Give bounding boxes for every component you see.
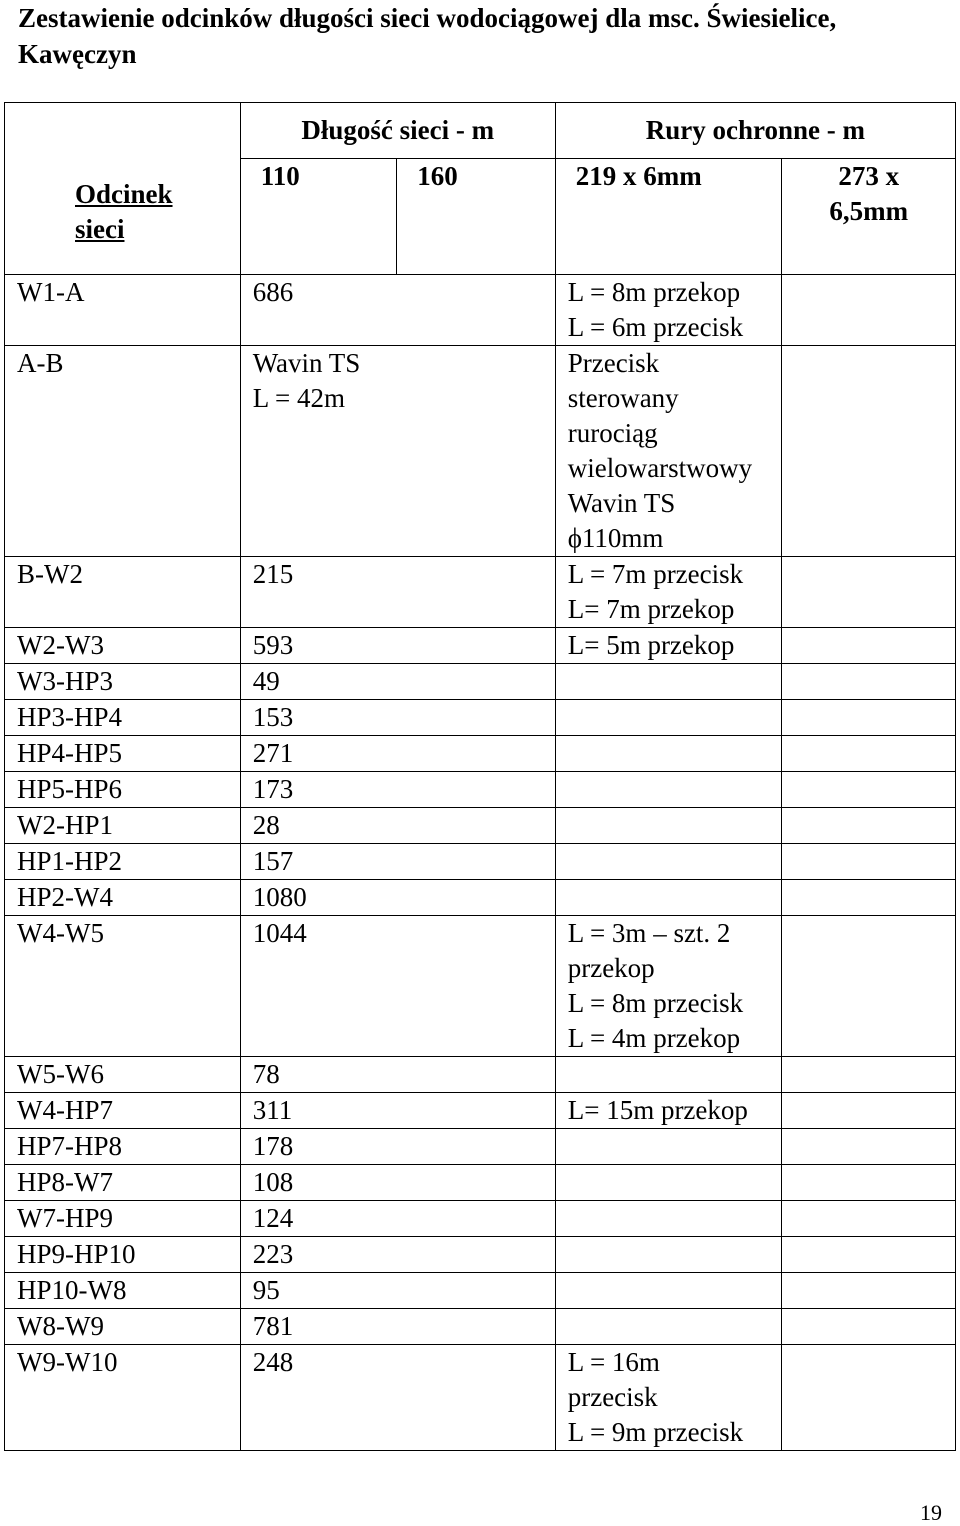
cell-odcinek: W4-W5	[5, 916, 241, 1057]
cell-dlugosc: 248	[240, 1345, 555, 1451]
cell-rury-273	[782, 844, 956, 880]
cell-odcinek: W9-W10	[5, 1345, 241, 1451]
cell-dlugosc: 153	[240, 700, 555, 736]
cell-rury-273	[782, 1309, 956, 1345]
table-row	[5, 1345, 956, 1451]
cell-rury-273	[782, 346, 956, 557]
cell-dlugosc: 49	[240, 664, 555, 700]
header-160: 160	[397, 159, 556, 275]
cell-rury-219: L = 7m przecisk L= 7m przekop	[555, 557, 782, 628]
cell-rury-273	[782, 557, 956, 628]
cell-rury-219: L = 8m przekop L = 6m przecisk	[555, 275, 782, 346]
cell-odcinek: HP8-W7	[5, 1165, 241, 1201]
cell-rury-219	[555, 772, 782, 808]
table-row	[5, 1237, 956, 1273]
cell-odcinek: HP1-HP2	[5, 844, 241, 880]
cell-dlugosc: 311	[240, 1093, 555, 1129]
table-row	[5, 772, 956, 808]
cell-odcinek: HP10-W8	[5, 1273, 241, 1309]
cell-dlugosc: 28	[240, 808, 555, 844]
cell-rury-219	[555, 736, 782, 772]
table-row	[5, 628, 956, 664]
cell-rury-273	[782, 772, 956, 808]
table-row	[5, 880, 956, 916]
cell-odcinek: W2-W3	[5, 628, 241, 664]
cell-odcinek: W7-HP9	[5, 1201, 241, 1237]
cell-rury-273	[782, 1129, 956, 1165]
table-row	[5, 700, 956, 736]
cell-dlugosc: 124	[240, 1201, 555, 1237]
cell-rury-273	[782, 275, 956, 346]
table-row	[5, 346, 956, 557]
cell-rury-273	[782, 1237, 956, 1273]
cell-rury-219	[555, 664, 782, 700]
cell-dlugosc: 686	[240, 275, 555, 346]
cell-rury-219	[555, 1237, 782, 1273]
cell-rury-273	[782, 736, 956, 772]
cell-rury-273	[782, 1165, 956, 1201]
cell-rury-219	[555, 808, 782, 844]
table-row	[5, 808, 956, 844]
cell-odcinek: HP5-HP6	[5, 772, 241, 808]
cell-rury-273	[782, 628, 956, 664]
cell-dlugosc: 215	[240, 557, 555, 628]
table-row	[5, 1165, 956, 1201]
document-title: Zestawienie odcinków długości sieci wodociągowej dla msc. Świesielice, Kawęczyn	[18, 3, 837, 69]
cell-odcinek: W5-W6	[5, 1057, 241, 1093]
table-row	[5, 1093, 956, 1129]
page-number: 19	[920, 1500, 942, 1525]
cell-odcinek: HP9-HP10	[5, 1237, 241, 1273]
cell-odcinek: B-W2	[5, 557, 241, 628]
cell-rury-273	[782, 1093, 956, 1129]
cell-rury-219	[555, 1129, 782, 1165]
cell-rury-219	[555, 1273, 782, 1309]
cell-rury-219	[555, 1057, 782, 1093]
cell-rury-219	[555, 700, 782, 736]
cell-odcinek: A-B	[5, 346, 241, 557]
header-rury: Rury ochronne - m	[555, 103, 955, 159]
table-row	[5, 1129, 956, 1165]
cell-rury-219: L= 15m przekop	[555, 1093, 782, 1129]
cell-rury-273	[782, 664, 956, 700]
cell-rury-273	[782, 808, 956, 844]
cell-odcinek: W1-A	[5, 275, 241, 346]
table-row	[5, 275, 956, 346]
cell-odcinek: HP4-HP5	[5, 736, 241, 772]
cell-odcinek: W4-HP7	[5, 1093, 241, 1129]
cell-odcinek: W3-HP3	[5, 664, 241, 700]
cell-rury-219: L= 5m przekop	[555, 628, 782, 664]
cell-dlugosc: 1080	[240, 880, 555, 916]
cell-dlugosc: 271	[240, 736, 555, 772]
cell-rury-219	[555, 1309, 782, 1345]
header-row-2	[5, 159, 956, 275]
cell-rury-219: Przecisk sterowany rurociąg wielowarstwowy Wavin TS ϕ110mm	[555, 346, 782, 557]
header-273: 273 x 6,5mm	[782, 159, 956, 275]
table-row	[5, 557, 956, 628]
cell-odcinek: W8-W9	[5, 1309, 241, 1345]
cell-dlugosc: 223	[240, 1237, 555, 1273]
cell-rury-273	[782, 700, 956, 736]
cell-rury-273	[782, 1201, 956, 1237]
cell-rury-219	[555, 880, 782, 916]
cell-dlugosc: 781	[240, 1309, 555, 1345]
cell-dlugosc: Wavin TS L = 42m	[240, 346, 555, 557]
table-row	[5, 844, 956, 880]
cell-dlugosc: 173	[240, 772, 555, 808]
table-row	[5, 1309, 956, 1345]
table-row	[5, 1201, 956, 1237]
cell-rury-273	[782, 1057, 956, 1093]
header-odcinek: Odcinek sieci	[5, 159, 241, 275]
table-row	[5, 1057, 956, 1093]
table-row	[5, 664, 956, 700]
pipe-length-table	[4, 102, 956, 1451]
cell-rury-273	[782, 880, 956, 916]
cell-rury-219: L = 16m przecisk L = 9m przecisk	[555, 1345, 782, 1451]
cell-dlugosc: 78	[240, 1057, 555, 1093]
table-row	[5, 916, 956, 1057]
cell-rury-219	[555, 844, 782, 880]
cell-odcinek: W2-HP1	[5, 808, 241, 844]
header-110: 110	[240, 159, 396, 275]
header-corner	[5, 103, 241, 159]
cell-rury-219: L = 3m – szt. 2 przekop L = 8m przecisk L = 4m przekop	[555, 916, 782, 1057]
cell-dlugosc: 178	[240, 1129, 555, 1165]
table-row	[5, 1273, 956, 1309]
cell-rury-273	[782, 916, 956, 1057]
cell-dlugosc: 95	[240, 1273, 555, 1309]
cell-dlugosc: 1044	[240, 916, 555, 1057]
cell-dlugosc: 593	[240, 628, 555, 664]
table-row	[5, 736, 956, 772]
cell-odcinek: HP3-HP4	[5, 700, 241, 736]
cell-rury-219	[555, 1201, 782, 1237]
cell-dlugosc: 157	[240, 844, 555, 880]
cell-rury-273	[782, 1273, 956, 1309]
header-dlugosc: Długość sieci - m	[240, 103, 555, 159]
header-219: 219 x 6mm	[555, 159, 782, 275]
cell-odcinek: HP7-HP8	[5, 1129, 241, 1165]
header-row-1	[5, 103, 956, 159]
cell-rury-273	[782, 1345, 956, 1451]
cell-odcinek: HP2-W4	[5, 880, 241, 916]
cell-dlugosc: 108	[240, 1165, 555, 1201]
cell-rury-219	[555, 1165, 782, 1201]
